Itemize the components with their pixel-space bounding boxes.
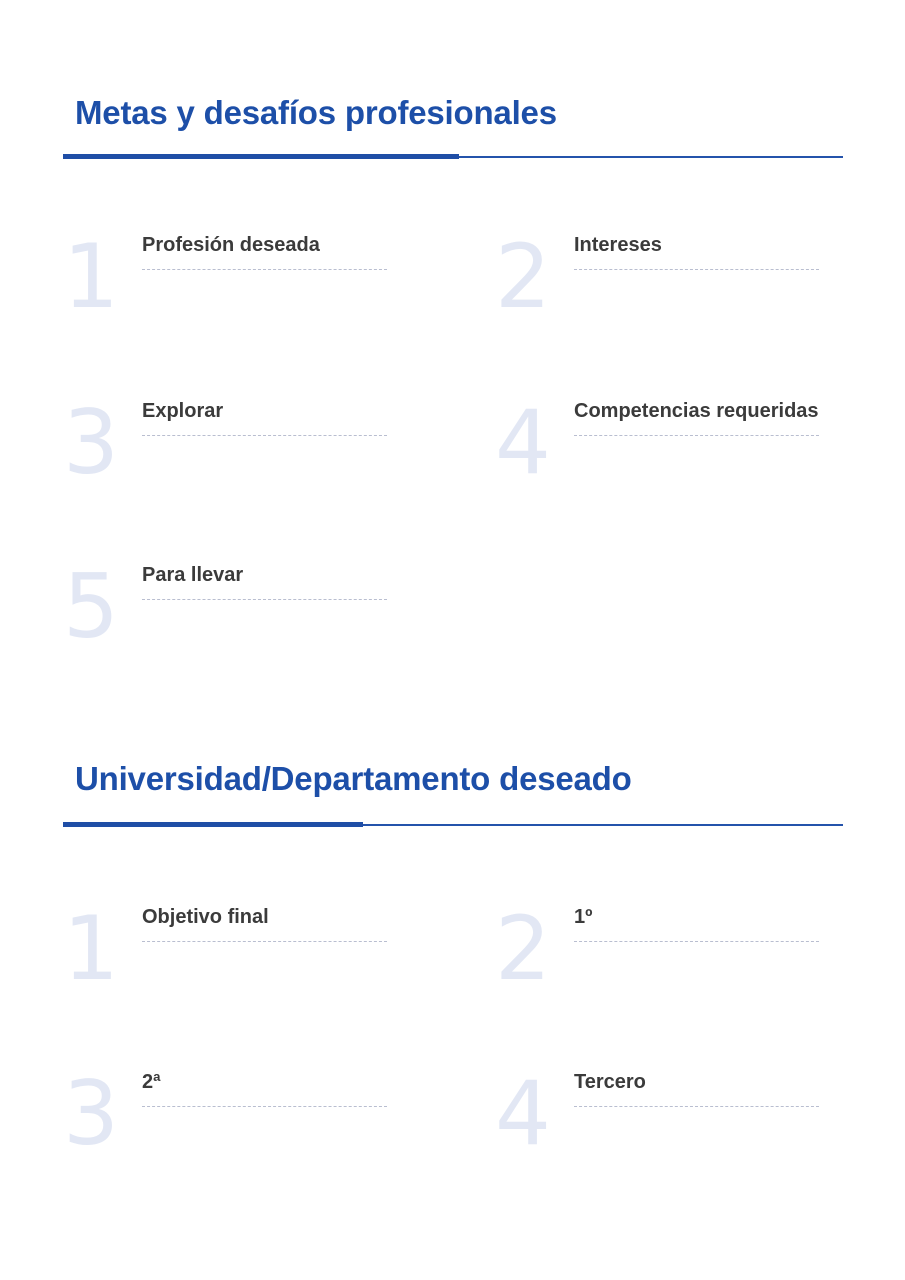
item-label: Intereses	[574, 234, 662, 256]
item-label: Explorar	[142, 400, 224, 422]
fill-in-line	[142, 1106, 387, 1107]
list-item	[63, 391, 403, 509]
item-label: Profesión deseada	[142, 234, 320, 256]
fill-in-line	[574, 269, 819, 270]
item-label: 2ª	[142, 1071, 161, 1093]
fill-in-line	[142, 941, 387, 942]
item-number: 3	[63, 391, 119, 494]
fill-in-line	[574, 941, 819, 942]
item-number: 4	[495, 1062, 551, 1165]
item-number: 1	[63, 225, 119, 328]
list-item	[63, 225, 403, 343]
list-item	[63, 1062, 403, 1180]
list-item	[495, 225, 835, 343]
section-title: Universidad/Departamento deseado	[75, 760, 632, 797]
item-label: Objetivo final	[142, 906, 269, 928]
fill-in-line	[142, 435, 387, 436]
list-item	[63, 897, 403, 1015]
item-label: Competencias requeridas	[574, 400, 819, 422]
item-number: 4	[495, 391, 551, 494]
item-number: 2	[495, 897, 551, 1000]
item-label: 1º	[574, 906, 593, 928]
item-number: 5	[63, 555, 119, 658]
item-label: Para llevar	[142, 564, 244, 586]
fill-in-line	[574, 1106, 819, 1107]
list-item	[63, 555, 403, 673]
list-item	[495, 1062, 835, 1180]
fill-in-line	[142, 269, 387, 270]
item-number: 3	[63, 1062, 119, 1165]
list-item	[495, 391, 835, 509]
item-number: 2	[495, 225, 551, 328]
list-item	[495, 897, 835, 1015]
item-number: 1	[63, 897, 119, 1000]
item-label: Tercero	[574, 1071, 646, 1093]
fill-in-line	[574, 435, 819, 436]
fill-in-line	[142, 599, 387, 600]
section-divider-accent	[63, 822, 363, 827]
section-divider-accent	[63, 154, 459, 159]
section-title: Metas y desafíos profesionales	[75, 94, 557, 131]
